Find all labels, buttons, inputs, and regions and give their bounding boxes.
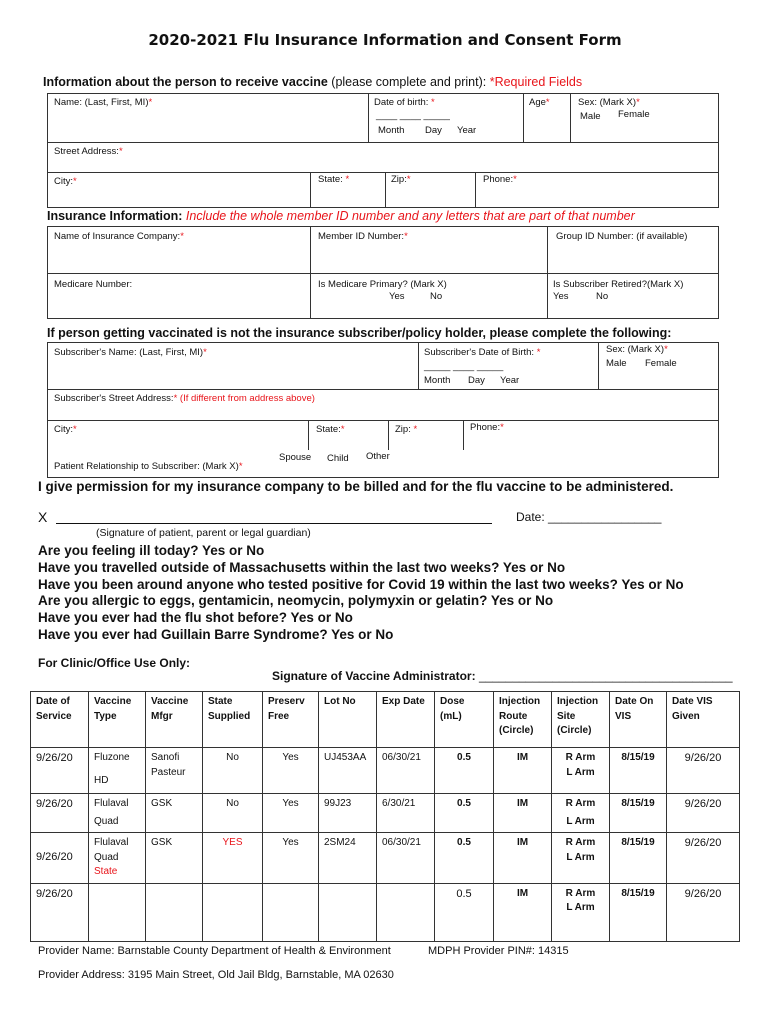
medicare-primary-yes[interactable]: Yes	[389, 291, 405, 302]
subscriber-dob-day-label: Day	[468, 375, 485, 386]
subscriber-heading: If person getting vaccinated is not the insurance subscriber/policy holder, please complete the following:	[47, 326, 672, 340]
age-field[interactable]: Age*	[529, 97, 550, 108]
subscriber-phone-field[interactable]: Phone:*	[470, 422, 504, 433]
subscriber-dob-blanks: _____ ____ _____	[424, 361, 504, 372]
vaccine-admin-table	[30, 691, 740, 942]
subscriber-sex-field[interactable]: Sex: (Mark X)*	[606, 344, 668, 355]
medicare-number-field[interactable]: Medicare Number:	[54, 279, 133, 290]
header-injection-site: Injection Site (Circle)	[552, 692, 610, 748]
table-row: 9/26/20 Flulaval Quad GSK No Yes 99J23 6/30/21 0.5 IM R Arm L Arm 8/15/19 9/26/20	[31, 794, 740, 833]
relationship-spouse[interactable]: Spouse	[279, 452, 312, 463]
clinic-use-heading: For Clinic/Office Use Only:	[38, 656, 191, 670]
header-state-supplied: State Supplied	[203, 692, 263, 748]
relationship-child[interactable]: Child	[327, 453, 349, 464]
header-date-on-vis: Date On VIS	[610, 692, 667, 748]
relationship-other[interactable]: Other	[366, 451, 390, 462]
sex-field[interactable]: Sex: (Mark X)*	[578, 97, 640, 108]
phone-field[interactable]: Phone:*	[483, 174, 517, 185]
header-dose: Dose (mL)	[435, 692, 494, 748]
header-date-of-service: Date of Service	[31, 692, 89, 748]
signature-caption: (Signature of patient, parent or legal guardian)	[96, 527, 311, 539]
insurance-heading: Insurance Information: Include the whole member ID number and any letters that are part of that number	[47, 209, 635, 223]
question-ill: Are you feeling ill today? Yes or No	[38, 543, 265, 558]
medicare-primary-no[interactable]: No	[430, 291, 443, 302]
question-guillain-barre: Have you ever had Guillain Barre Syndrome? Yes or No	[38, 627, 394, 642]
subscriber-retired-no[interactable]: No	[596, 291, 609, 302]
dob-field[interactable]: Date of birth: *	[374, 97, 435, 108]
subscriber-sex-female[interactable]: Female	[645, 358, 677, 369]
subscriber-dob-month-label: Month	[424, 375, 451, 386]
zip-field[interactable]: Zip:*	[391, 174, 411, 185]
name-field[interactable]: Name: (Last, First, MI)*	[54, 97, 153, 108]
signature-line[interactable]	[56, 523, 492, 524]
subscriber-sex-male[interactable]: Male	[606, 358, 627, 369]
date-field[interactable]: Date: _________________	[516, 510, 662, 524]
sex-male-option[interactable]: Male	[580, 111, 601, 122]
relationship-label: Patient Relationship to Subscriber: (Mark X)*	[54, 461, 243, 472]
group-id-field[interactable]: Group ID Number: (if available)	[556, 231, 688, 242]
header-preserv-free: Preserv Free	[263, 692, 319, 748]
person-section-heading	[43, 75, 582, 89]
table-header-row	[31, 692, 740, 748]
subscriber-street-field[interactable]: Subscriber's Street Address:* (If different from address above)	[54, 393, 315, 404]
subscriber-name-field[interactable]: Subscriber's Name: (Last, First, MI)*	[54, 347, 207, 358]
consent-statement: I give permission for my insurance company to be billed and for the flu vaccine to be administered.	[38, 479, 674, 494]
header-exp-date: Exp Date	[377, 692, 435, 748]
subscriber-dob-field[interactable]: Subscriber's Date of Birth: *	[424, 347, 541, 358]
dob-year-label: Year	[457, 125, 477, 136]
subscriber-retired-label: Is Subscriber Retired?(Mark X)	[553, 279, 684, 290]
insurance-company-field[interactable]: Name of Insurance Company:*	[54, 231, 184, 242]
table-row: 9/26/20 Fluzone HD Sanofi Pasteur No Yes UJ453AA 06/30/21 0.5 IM R Arm L Arm 8/15/19 9/26/20	[31, 748, 740, 794]
provider-name: Provider Name: Barnstable County Department of Health & Environment	[38, 945, 391, 957]
subscriber-city-field[interactable]: City:*	[54, 424, 77, 435]
question-covid: Have you been around anyone who tested positive for Covid 19 within the last two weeks? Yes or No	[38, 577, 684, 592]
table-row: 9/26/20 0.5 IM R Arm L Arm 8/15/19 9/26/20	[31, 883, 740, 941]
person-heading-text: Information about the person to receive vaccine	[43, 75, 328, 89]
subscriber-retired-yes[interactable]: Yes	[553, 291, 569, 302]
header-injection-route: Injection Route (Circle)	[494, 692, 552, 748]
provider-address: Provider Address: 3195 Main Street, Old Jail Bldg, Barnstable, MA 02630	[38, 969, 394, 981]
header-date-vis-given: Date VIS Given	[667, 692, 740, 748]
person-heading-note: (please complete and print):	[331, 75, 487, 89]
form-title: 2020-2021 Flu Insurance Information and Consent Form	[148, 31, 622, 49]
header-lot-no: Lot No	[319, 692, 377, 748]
medicare-primary-label: Is Medicare Primary? (Mark X)	[318, 279, 447, 290]
signature-x: X	[38, 509, 48, 525]
city-field[interactable]: City:*	[54, 176, 77, 187]
sex-female-option[interactable]: Female	[618, 109, 650, 120]
question-travel: Have you travelled outside of Massachusetts within the last two weeks? Yes or No	[38, 560, 566, 575]
insurance-note: Include the whole member ID number and any letters that are part of that number	[185, 209, 635, 223]
admin-signature[interactable]: Signature of Vaccine Administrator: ______________________________________	[272, 669, 733, 683]
dob-day-label: Day	[425, 125, 442, 136]
question-allergy: Are you allergic to eggs, gentamicin, neomycin, polymyxin or gelatin? Yes or No	[38, 593, 554, 608]
street-field[interactable]: Street Address:*	[54, 146, 123, 157]
required-fields-note: *Required Fields	[489, 75, 583, 89]
header-vaccine-type: Vaccine Type	[89, 692, 146, 748]
dob-month-label: Month	[378, 125, 405, 136]
table-row: 9/26/20 Flulaval Quad State GSK YES Yes 2SM24 06/30/21 0.5 IM R Arm L Arm 8/15/19 9/26/20	[31, 833, 740, 884]
provider-pin: MDPH Provider PIN#: 14315	[428, 945, 569, 957]
question-flu-shot: Have you ever had the flu shot before? Yes or No	[38, 610, 353, 625]
dob-blanks: ____ ____ _____	[376, 110, 450, 121]
state-field[interactable]: State: *	[318, 174, 350, 185]
header-vaccine-mfgr: Vaccine Mfgr	[146, 692, 203, 748]
subscriber-dob-year-label: Year	[500, 375, 520, 386]
subscriber-zip-field[interactable]: Zip: *	[395, 424, 418, 435]
member-id-field[interactable]: Member ID Number:*	[318, 231, 408, 242]
subscriber-state-field[interactable]: State:*	[316, 424, 345, 435]
